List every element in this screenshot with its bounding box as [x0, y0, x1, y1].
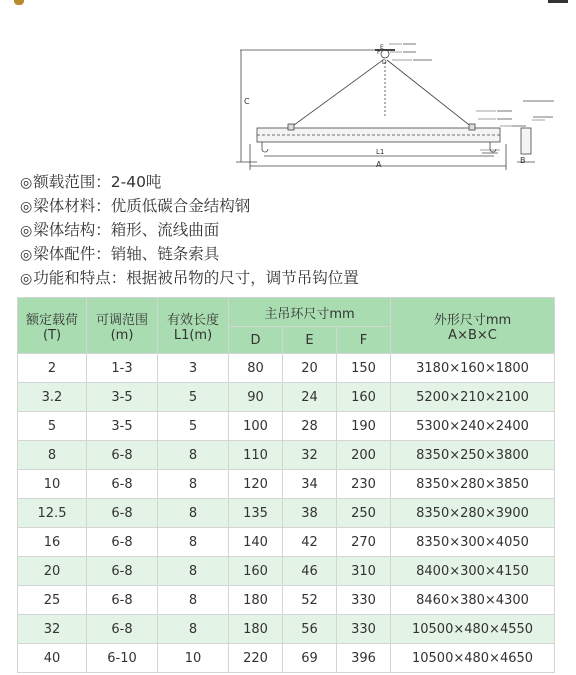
cell-length: 8	[158, 615, 229, 644]
cell-length: 3	[158, 354, 229, 383]
header-f: F	[337, 327, 391, 354]
feature-value: 销轴、链条索具	[110, 245, 220, 263]
cell-load: 20	[18, 557, 87, 586]
feature-item: ◎梁体材料：优质低碳合金结构钢	[20, 197, 251, 215]
cell-length: 8	[158, 470, 229, 499]
spec-table	[17, 297, 555, 673]
cell-dims: 8460×380×4300	[391, 586, 555, 615]
cell-e: 24	[283, 383, 337, 412]
label-a: A	[376, 160, 382, 169]
cell-length: 5	[158, 412, 229, 441]
cell-dims: 8400×300×4150	[391, 557, 555, 586]
label-l1: L1	[376, 148, 385, 156]
feature-list	[20, 170, 560, 290]
cell-f: 330	[337, 615, 391, 644]
bullet-icon: ◎	[20, 247, 33, 263]
cell-d: 120	[229, 470, 283, 499]
cell-dims: 10500×480×4550	[391, 615, 555, 644]
cell-dims: 8350×300×4050	[391, 528, 555, 557]
label-d: D	[382, 59, 387, 66]
cell-load: 40	[18, 644, 87, 673]
cell-e: 42	[283, 528, 337, 557]
cell-range: 6-10	[87, 644, 158, 673]
table-row	[18, 528, 555, 557]
header-ring-size: 主吊环尺寸mm	[229, 298, 391, 327]
feature-value: 根据被吊物的尺寸，调节吊钩位置	[126, 269, 359, 287]
cell-f: 200	[337, 441, 391, 470]
table-row	[18, 644, 555, 673]
feature-label: 梁体材料	[33, 197, 96, 215]
label-e: E	[380, 44, 384, 51]
cell-load: 16	[18, 528, 87, 557]
cell-f: 150	[337, 354, 391, 383]
cell-d: 140	[229, 528, 283, 557]
cell-d: 180	[229, 586, 283, 615]
cell-e: 28	[283, 412, 337, 441]
cell-e: 46	[283, 557, 337, 586]
lug-left	[288, 124, 294, 130]
bullet-icon: ◎	[20, 175, 33, 191]
label-f: F	[377, 49, 381, 56]
cell-d: 110	[229, 441, 283, 470]
table-row	[18, 470, 555, 499]
table-row	[18, 441, 555, 470]
cell-range: 3-5	[87, 383, 158, 412]
cell-dims: 8350×280×3850	[391, 470, 555, 499]
cell-range: 6-8	[87, 499, 158, 528]
spec-table-body	[18, 354, 555, 673]
feature-value: 箱形、流线曲面	[110, 221, 220, 239]
header-range: 可调范围 (m)	[87, 298, 158, 354]
beam-side-view	[521, 128, 531, 154]
cell-d: 80	[229, 354, 283, 383]
cell-f: 270	[337, 528, 391, 557]
feature-item: ◎梁体结构：箱形、流线曲面	[20, 221, 220, 239]
feature-label: 额载范围	[33, 173, 96, 191]
cell-dims: 8350×280×3900	[391, 499, 555, 528]
table-row	[18, 412, 555, 441]
cell-range: 6-8	[87, 441, 158, 470]
cell-e: 34	[283, 470, 337, 499]
feature-label: 梁体结构	[33, 221, 96, 239]
cell-d: 160	[229, 557, 283, 586]
cell-length: 8	[158, 528, 229, 557]
table-row	[18, 557, 555, 586]
cell-load: 5	[18, 412, 87, 441]
feature-item: ◎额载范围：2-40吨	[20, 173, 162, 191]
cell-load: 2	[18, 354, 87, 383]
cell-d: 90	[229, 383, 283, 412]
cell-range: 3-5	[87, 412, 158, 441]
cell-length: 8	[158, 557, 229, 586]
feature-value: 2-40吨	[110, 173, 162, 191]
cell-dims: 8350×250×3800	[391, 441, 555, 470]
cell-dims: 5300×240×2400	[391, 412, 555, 441]
hook-right	[490, 142, 496, 152]
header-load: 额定载荷 (T)	[18, 298, 87, 354]
bullet-icon: ◎	[20, 199, 33, 215]
cell-f: 230	[337, 470, 391, 499]
cell-length: 5	[158, 383, 229, 412]
cell-f: 190	[337, 412, 391, 441]
cell-dims: 3180×160×1800	[391, 354, 555, 383]
cell-f: 396	[337, 644, 391, 673]
cell-load: 25	[18, 586, 87, 615]
feature-value: 优质低碳合金结构钢	[110, 197, 251, 215]
cell-load: 32	[18, 615, 87, 644]
cell-range: 6-8	[87, 615, 158, 644]
chain-left	[290, 60, 383, 128]
cell-e: 20	[283, 354, 337, 383]
table-row	[18, 383, 555, 412]
cell-f: 330	[337, 586, 391, 615]
cell-load: 10	[18, 470, 87, 499]
cell-range: 1-3	[87, 354, 158, 383]
cell-length: 10	[158, 644, 229, 673]
top-ring	[381, 50, 389, 58]
cell-dims: 10500×480×4650	[391, 644, 555, 673]
header-dimensions: 外形尺寸mm A×B×C	[391, 298, 555, 354]
lug-right	[469, 124, 475, 130]
cell-e: 32	[283, 441, 337, 470]
feature-label: 梁体配件	[33, 245, 96, 263]
cell-d: 135	[229, 499, 283, 528]
cell-f: 250	[337, 499, 391, 528]
cell-e: 56	[283, 615, 337, 644]
cell-load: 8	[18, 441, 87, 470]
cell-e: 52	[283, 586, 337, 615]
feature-item: ◎梁体配件：销轴、链条索具	[20, 245, 220, 263]
label-b: B	[520, 156, 526, 165]
cell-range: 6-8	[87, 557, 158, 586]
cell-load: 12.5	[18, 499, 87, 528]
cell-f: 310	[337, 557, 391, 586]
cell-dims: 5200×210×2100	[391, 383, 555, 412]
cell-d: 100	[229, 412, 283, 441]
table-row	[18, 615, 555, 644]
cell-range: 6-8	[87, 586, 158, 615]
cell-e: 38	[283, 499, 337, 528]
header-e: E	[283, 327, 337, 354]
cell-length: 8	[158, 586, 229, 615]
cell-length: 8	[158, 441, 229, 470]
label-c: C	[244, 97, 250, 106]
cell-e: 69	[283, 644, 337, 673]
feature-item: ◎功能和特点：根据被吊物的尺寸，调节吊钩位置	[20, 269, 359, 287]
cell-d: 180	[229, 615, 283, 644]
cell-range: 6-8	[87, 528, 158, 557]
feature-label: 功能和特点	[33, 269, 111, 287]
table-row	[18, 354, 555, 383]
table-row	[18, 499, 555, 528]
hook-left	[262, 142, 268, 152]
cell-length: 8	[158, 499, 229, 528]
cell-d: 220	[229, 644, 283, 673]
chain-right	[387, 60, 473, 128]
table-row	[18, 586, 555, 615]
bullet-icon: ◎	[20, 223, 33, 239]
header-d: D	[229, 327, 283, 354]
cell-range: 6-8	[87, 470, 158, 499]
cell-f: 160	[337, 383, 391, 412]
lifting-beam-diagram	[0, 0, 576, 172]
cell-load: 3.2	[18, 383, 87, 412]
header-length: 有效长度 L1(m)	[158, 298, 229, 354]
bullet-icon: ◎	[20, 271, 33, 287]
